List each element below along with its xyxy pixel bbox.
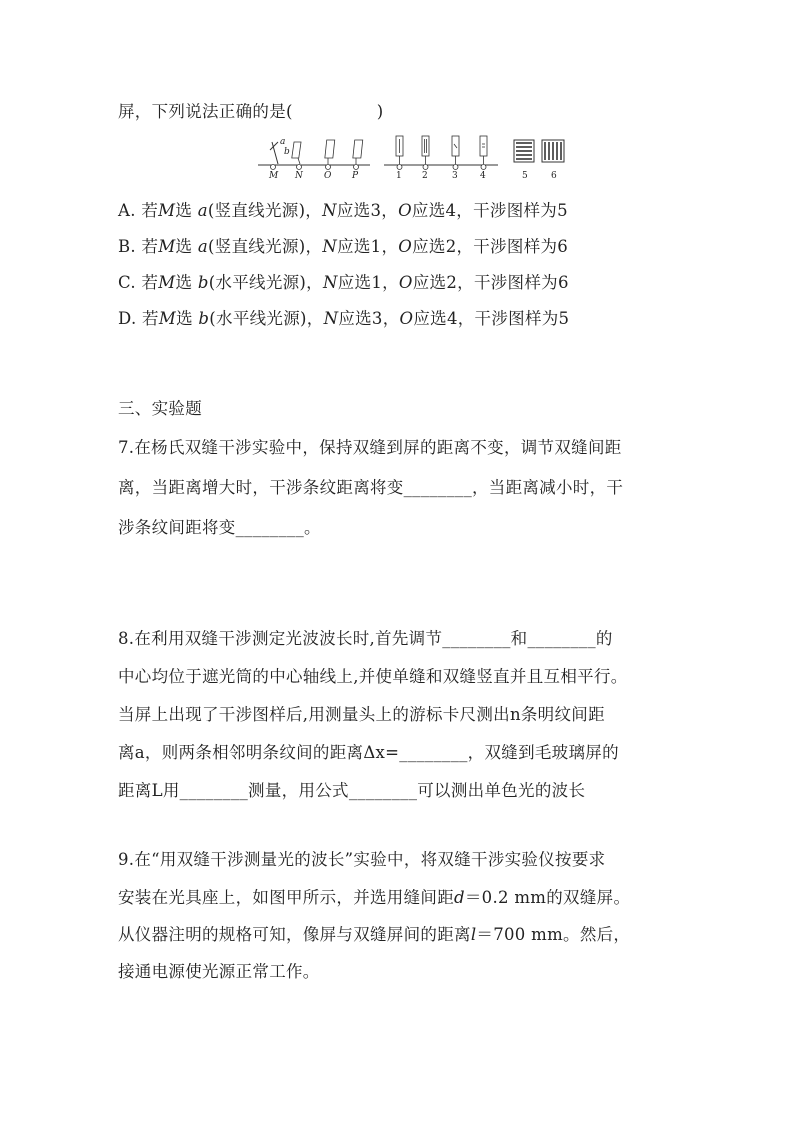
element-3 (452, 136, 459, 170)
option-c: C. 若M选 b(水平线光源)，N应选1，O应选2，干涉图样为6 (118, 273, 569, 292)
option-b: B. 若M选 a(竖直线光源)，N应选1，O应选2，干涉图样为6 (118, 237, 569, 256)
label-n: N (295, 171, 303, 180)
question-8-line-2: 中心均位于遮光筒的中心轴线上,并使单缝和双缝竖直并且互相平行。 (118, 667, 628, 686)
question-9-line-2: 安装在光具座上，如图甲所示，并选用缝间距d＝0.2 mm的双缝屏。 (118, 888, 631, 907)
fringe-pattern-5 (514, 140, 534, 162)
label-1: 1 (396, 171, 402, 180)
question-8-line-5: 距离L用________测量，用公式________可以测出单色光的波长 (118, 781, 586, 800)
label-3: 3 (452, 171, 458, 180)
question-6-stem: 屏，下列说法正确的是( ) (118, 102, 384, 121)
source-label-b: b (284, 147, 290, 157)
apparatus-diagram (258, 128, 578, 180)
question-8-line-3: 当屏上出现了干涉图样后,用测量头上的游标卡尺测出n条明纹间距 (118, 705, 605, 724)
fringe-pattern-6 (542, 140, 564, 162)
element-2 (422, 136, 429, 170)
option-d: D. 若M选 b(水平线光源)，N应选3，O应选4，干涉图样为5 (118, 309, 570, 328)
label-2: 2 (422, 171, 428, 180)
label-6: 6 (551, 171, 557, 180)
label-o: O (324, 171, 332, 180)
question-7-line-2: 离，当距离增大时，干涉条纹距离将变________，当距离减小时，干 (118, 478, 624, 497)
label-m: M (269, 171, 279, 180)
option-a: A. 若M选 a(竖直线光源)，N应选3，O应选4，干涉图样为5 (118, 201, 568, 220)
label-4: 4 (480, 171, 486, 180)
question-7-line-1: 7.在杨氏双缝干涉实验中，保持双缝到屏的距离不变，调节双缝间距 (118, 438, 622, 457)
label-5: 5 (522, 171, 528, 180)
question-9-line-3: 从仪器注明的规格可知，像屏与双缝屏间的距离l＝700 mm。然后， (118, 925, 631, 944)
element-4 (480, 136, 487, 170)
question-7-line-3: 涉条纹间距将变________。 (118, 518, 321, 537)
section-title: 三、实验题 (118, 399, 202, 418)
source-label-a: a (280, 137, 286, 147)
question-8-line-4: 离a，则两条相邻明条纹间的距离Δx=________，双缝到毛玻璃屏的 (118, 743, 619, 762)
question-8-line-1: 8.在利用双缝干涉测定光波波长时,首先调节________和________的 (118, 629, 613, 648)
element-1 (396, 136, 403, 170)
question-9-line-1: 9.在“用双缝干涉测量光的波长”实验中，将双缝干涉实验仪按要求 (118, 850, 606, 869)
label-p: P (352, 171, 359, 180)
question-9-line-4: 接通电源使光源正常工作。 (118, 962, 320, 981)
apparatus-figure (258, 128, 578, 180)
